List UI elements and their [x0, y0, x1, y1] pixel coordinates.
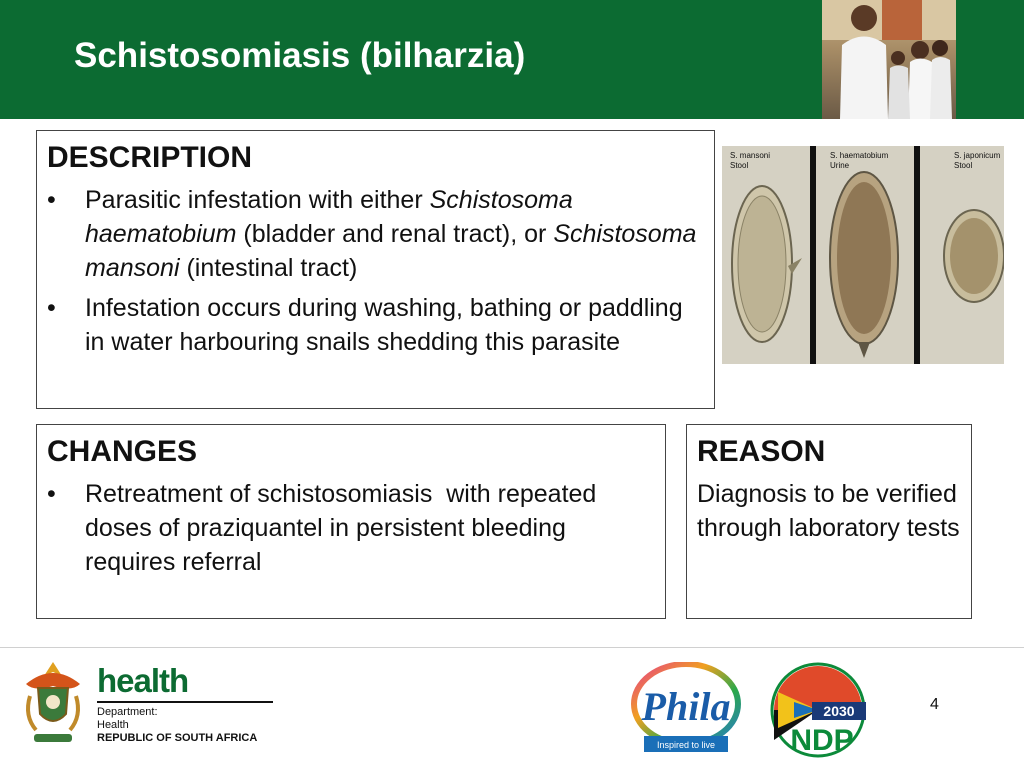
header-photo-illustration	[822, 0, 956, 119]
page-number: 4	[930, 696, 939, 713]
description-bullet-1	[47, 183, 704, 285]
description-bullet-2	[47, 291, 704, 359]
bullet-dot: •	[47, 186, 56, 214]
bullet-text: (intestinal tract)	[179, 254, 358, 282]
phila-logo	[626, 662, 746, 758]
reason-text: Diagnosis to be verified through laboratory tests	[697, 480, 960, 542]
reason-box	[686, 424, 972, 619]
phila-tagline: Inspired to live	[656, 740, 716, 750]
micro-label-1-line2: Stool	[730, 161, 749, 170]
bullet-text: Retreatment of schistosomiasis with repeated doses of praziquantel in persistent bleeding requires referral	[85, 480, 604, 576]
micro-label-3-line2: Stool	[954, 161, 973, 170]
footer-divider	[0, 647, 1024, 648]
micro-label-3-line1: S. japonicum	[954, 151, 1001, 160]
department-name: Health	[97, 719, 129, 731]
ndp-text: NDP	[790, 724, 854, 757]
micro-label-1-line1: S. mansoni	[730, 151, 771, 160]
bullet-text: Infestation occurs during washing, bathing or paddling in water harbouring snails shedding this parasite	[85, 294, 683, 356]
micrograph-illustration	[722, 146, 1004, 364]
slide-title: Schistosomiasis (bilharzia)	[74, 36, 526, 75]
description-box	[36, 130, 715, 409]
species-name: Schistosoma mansoni	[85, 220, 697, 282]
changes-heading: CHANGES	[47, 435, 198, 468]
schistosoma-eggs-micrograph	[722, 146, 1004, 364]
coat-of-arms-logo	[16, 656, 90, 748]
micro-label-2-line1: S. haematobium	[830, 151, 889, 160]
changes-list	[47, 477, 655, 579]
ndp-2030-logo	[764, 662, 872, 758]
health-wordmark: health	[97, 662, 189, 699]
header-photo	[822, 0, 956, 119]
bullet-text: (bladder and renal tract), or	[236, 220, 554, 248]
bullet-text: Parasitic infestation with either	[85, 186, 430, 214]
ndp-year: 2030	[823, 703, 855, 719]
description-list	[47, 183, 704, 359]
header-bar	[0, 0, 1024, 119]
species-name: Schistosoma haematobium	[85, 186, 573, 248]
country-name: REPUBLIC OF SOUTH AFRICA	[97, 732, 258, 744]
micro-label-2-line2: Urine	[830, 161, 850, 170]
bullet-dot: •	[47, 480, 56, 508]
changes-box	[36, 424, 666, 619]
description-heading: DESCRIPTION	[47, 141, 253, 174]
bullet-dot: •	[47, 294, 56, 322]
phila-text: Phila	[641, 684, 731, 729]
reason-heading: REASON	[697, 435, 826, 468]
health-underline	[97, 701, 273, 703]
department-label: Department:	[97, 706, 158, 718]
changes-bullet-1	[47, 477, 655, 579]
